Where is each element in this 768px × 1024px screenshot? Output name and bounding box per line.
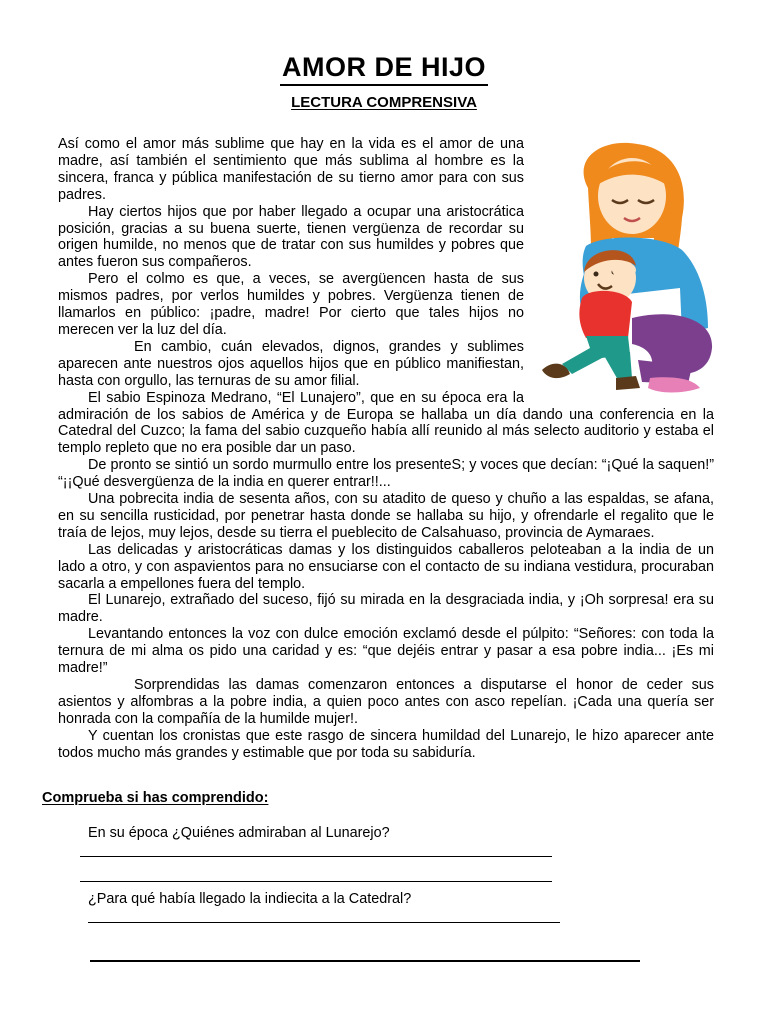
paragraph: Las delicadas y aristocráticas damas y los distinguidos caballeros peloteaban a la india de un lado a otro, y con aspavientos para no ensuciarse con el contacto de su indiana vestidura, procuraban sacarla a empellones fuera del templo. — [58, 541, 714, 592]
paragraph: De pronto se sintió un sordo murmullo entre los presenteS; y voces que decían: “¡Qué la saquen!” “¡¡Qué desvergüenza de la india en querer entrar!!... — [58, 457, 714, 491]
answer-line[interactable] — [80, 856, 552, 857]
subtitle-wrap — [0, 94, 768, 112]
answer-line[interactable] — [80, 881, 552, 882]
paragraph: Pero el colmo es que, a veces, se avergüencen hasta de sus mismos padres, por verlos humildes y pobres. Vergüenza tienen de llamarlos en público: ¡padre, madre! Por cierto que tales hijos no merecen ver la luz del día. — [58, 271, 524, 338]
quiz-heading: Comprueba si has comprendido: — [42, 790, 269, 806]
paragraph: Levantando entonces la voz con dulce emoción exclamó desde el púlpito: “Señores: con toda la ternura de mi alma os pido una caridad y es: “que dejéis entrar y pasar a esa pobre india... ¡Es mi madre!” — [58, 626, 714, 677]
paragraph: El Lunarejo, extrañado del suceso, fijó su mirada en la desgraciada india, y ¡Oh sorpresa! era su madre. — [58, 592, 714, 626]
paragraph: El sabio Espinoza Medrano, “El Lunajero”, que en su época era la admiración de los sabios de América y de Europa se hallaba un día dando una conferencia en la Catedral del Cuzco; la fama del sabio cuzqueño había allí reunido al más selecto auditorio y estaba el templo repleto que no era posible dar un paso. — [58, 389, 714, 457]
page-title-wrap — [0, 52, 768, 86]
question-2: ¿Para qué había llegado la indiecita a la Catedral? — [88, 891, 412, 907]
paragraph: En cambio, cuán elevados, dignos, grandes y sublimes aparecen ante nuestros ojos aquellos hijos que en público manifiestan, hasta con orgullo, las ternuras de su amor filial. — [58, 338, 524, 389]
answer-line[interactable] — [90, 960, 640, 962]
question-1: En su época ¿Quiénes admiraban al Lunarejo? — [88, 825, 390, 841]
paragraph: Hay ciertos hijos que por haber llegado a ocupar una aristocrática posición, gracias a su buena suerte, tienen vergüenza de recordar su origen humilde, no menos que de tratar con sus humildes y pobres que antes fueron sus compañeros. — [58, 203, 524, 271]
paragraph: Sorprendidas las damas comenzaron entonces a disputarse el honor de ceder sus asientos y alfombras a la pobre india, a quien poco antes con asco repelían. ¡Cada una quería ser honrada con la compañía de la humilde mujer!. — [58, 677, 714, 727]
paragraph: Una pobrecita india de sesenta años, con su atadito de queso y chuño a las espaldas, se afana, en su sencilla rusticidad, por penetrar hasta donde se hallaba su hijo, y ofrendarle el regalito que le traía de lejos, muy lejos, desde su tierra el pueblecito de Calsahuaso, provincia de Aymaraes. — [58, 491, 714, 541]
paragraph: Así como el amor más sublime que hay en la vida es el amor de una madre, así también el sentimiento que más sublima al hombre es la sincera, franca y pública manifestación de su tierno amor para con sus padres. — [58, 136, 524, 203]
page-title: AMOR DE HIJO — [280, 52, 488, 86]
paragraph: Y cuentan los cronistas que este rasgo de sincera humildad del Lunarejo, le hizo aparecer ante todos mucho más grandes y estimable que por toda su sabiduría. — [58, 727, 714, 761]
subtitle: LECTURA COMPRENSIVA — [291, 94, 477, 111]
mother-hugging-child-illustration — [532, 138, 720, 400]
answer-line[interactable] — [88, 922, 560, 923]
reading-text — [58, 136, 714, 762]
